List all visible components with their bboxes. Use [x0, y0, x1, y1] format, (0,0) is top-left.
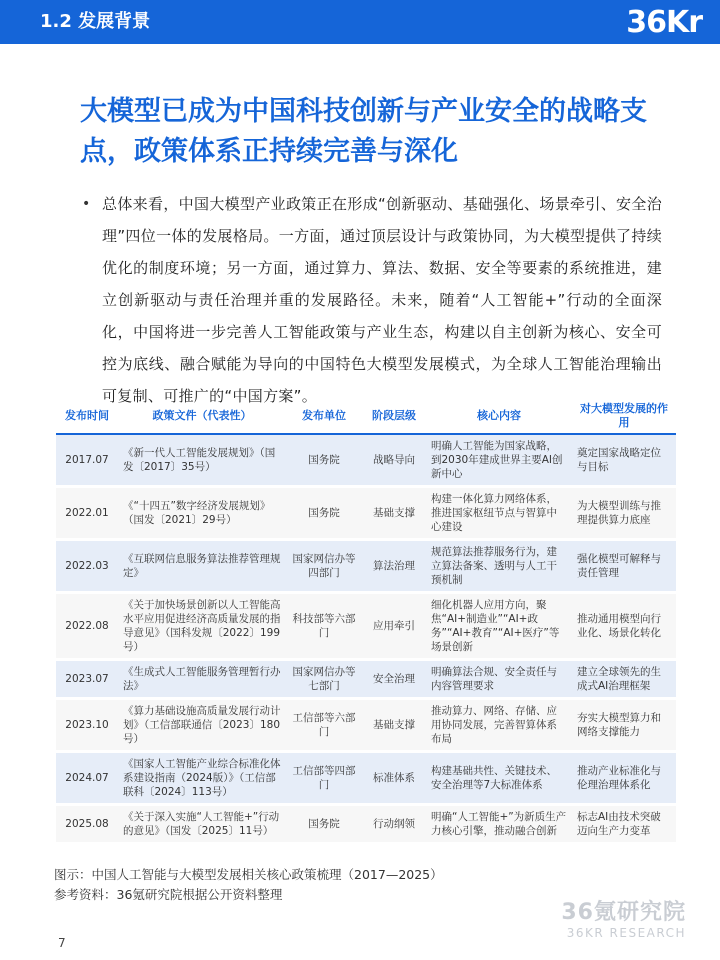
table-row [56, 434, 676, 487]
cell-org: 国务院 [286, 487, 362, 540]
cell-role: 推动产业标准化与伦理治理体系化 [572, 752, 676, 805]
body-paragraph: 总体来看，中国大模型产业政策正在形成“创新驱动、基础强化、场景牵引、安全治理”四位一体的发展格局。一方面，通过顶层设计与政策协同，为大模型提供了持续优化的制度环境；另一方面，通过算力、算法、数据、安全等要素的系统推进，建立创新驱动与责任治理并重的发展路径。未来，随着“人工智能+”行动的全面深化，中国将进一步完善人工智能政策与产业生态，构建以自主创新为核心、安全可控为底线、融合赋能为导向的中国特色大模型发展模式，为全球人工智能治理输出可复制、可推广的“中国方案”。 [102, 195, 662, 405]
cell-level: 基础支撑 [362, 699, 426, 752]
page-title: 大模型已成为中国科技创新与产业安全的战略支点，政策体系正持续完善与深化 [80, 96, 647, 167]
table-row [56, 660, 676, 699]
table-row [56, 805, 676, 844]
table-row [56, 540, 676, 593]
header-bar [0, 0, 720, 44]
table-header-row [56, 398, 676, 434]
header-core: 核心内容 [426, 398, 572, 434]
cell-doc: 《新一代人工智能发展规划》（国发〔2017〕35号） [118, 434, 286, 487]
cell-role: 夯实大模型算力和网络支撑能力 [572, 699, 676, 752]
cell-org: 国家网信办等七部门 [286, 660, 362, 699]
cell-doc: 《互联网信息服务算法推荐管理规定》 [118, 540, 286, 593]
cell-org: 国家网信办等四部门 [286, 540, 362, 593]
table-row [56, 487, 676, 540]
header-role: 对大模型发展的作用 [572, 398, 676, 434]
section-label: 1.2 发展背景 [40, 11, 151, 32]
cell-level: 行动纲领 [362, 805, 426, 844]
watermark-en: 36KR RESEARCH [566, 926, 686, 940]
cell-level: 战略导向 [362, 434, 426, 487]
watermark [561, 900, 686, 940]
header-doc: 政策文件（代表性） [118, 398, 286, 434]
cell-date: 2024.07 [56, 752, 118, 805]
cell-level: 安全治理 [362, 660, 426, 699]
cell-date: 2023.10 [56, 699, 118, 752]
cell-org: 工信部等六部门 [286, 699, 362, 752]
bullet-dot: • [82, 196, 91, 212]
cell-org: 科技部等六部门 [286, 593, 362, 660]
cell-core: 构建基础共性、关键技术、安全治理等7大标准体系 [426, 752, 572, 805]
header-level: 阶段层级 [362, 398, 426, 434]
page-number: 7 [58, 936, 66, 950]
watermark-cn: 36氪研究院 [561, 900, 686, 925]
header-org: 发布单位 [286, 398, 362, 434]
cell-role: 强化模型可解释与责任管理 [572, 540, 676, 593]
table-row [56, 752, 676, 805]
cell-org: 国务院 [286, 805, 362, 844]
cell-core: 规范算法推荐服务行为，建立算法备案、透明与人工干预机制 [426, 540, 572, 593]
cell-org: 国务院 [286, 434, 362, 487]
cell-core: 明确人工智能为国家战略，到2030年建成世界主要AI创新中心 [426, 434, 572, 487]
cell-core: 明确“人工智能+”为新质生产力核心引擎，推动融合创新 [426, 805, 572, 844]
figure-caption: 图示：中国人工智能与大模型发展相关核心政策梳理（2017—2025） [54, 867, 443, 882]
table-row [56, 699, 676, 752]
cell-core: 推动算力、网络、存储、应用协同发展，完善智算体系布局 [426, 699, 572, 752]
policy-table [56, 398, 676, 845]
cell-core: 细化机器人应用方向，聚焦“AI+制造业”“AI+政务”“AI+教育”“AI+医疗”等场景创新 [426, 593, 572, 660]
cell-role: 奠定国家战略定位与目标 [572, 434, 676, 487]
cell-doc: 《国家人工智能产业综合标准化体系建设指南（2024版）》（工信部联科〔2024〕113号） [118, 752, 286, 805]
cell-level: 基础支撑 [362, 487, 426, 540]
cell-level: 应用牵引 [362, 593, 426, 660]
source-note: 参考资料：36氪研究院根据公开资料整理 [54, 887, 283, 902]
cell-date: 2022.03 [56, 540, 118, 593]
cell-doc: 《生成式人工智能服务管理暂行办法》 [118, 660, 286, 699]
cell-role: 为大模型训练与推理提供算力底座 [572, 487, 676, 540]
cell-date: 2022.08 [56, 593, 118, 660]
cell-core: 构建一体化算力网络体系，推进国家枢纽节点与智算中心建设 [426, 487, 572, 540]
table-row [56, 593, 676, 660]
cell-role: 推动通用模型向行业化、场景化转化 [572, 593, 676, 660]
cell-doc: 《关于深入实施“人工智能+”行动的意见》（国发〔2025〕11号） [118, 805, 286, 844]
header-date: 发布时间 [56, 398, 118, 434]
cell-date: 2017.07 [56, 434, 118, 487]
brand-logo: 36Kr [626, 5, 702, 40]
cell-doc: 《关于加快场景创新以人工智能高水平应用促进经济高质量发展的指导意见》（国科发规〔2022〕199号） [118, 593, 286, 660]
cell-level: 标准体系 [362, 752, 426, 805]
cell-role: 建立全球领先的生成式AI治理框架 [572, 660, 676, 699]
cell-level: 算法治理 [362, 540, 426, 593]
cell-role: 标志AI由技术突破迈向生产力变革 [572, 805, 676, 844]
cell-date: 2025.08 [56, 805, 118, 844]
cell-doc: 《算力基础设施高质量发展行动计划》（工信部联通信〔2023〕180号） [118, 699, 286, 752]
cell-org: 工信部等四部门 [286, 752, 362, 805]
cell-date: 2023.07 [56, 660, 118, 699]
cell-core: 明确算法合规、安全责任与内容管理要求 [426, 660, 572, 699]
cell-date: 2022.01 [56, 487, 118, 540]
cell-doc: 《“十四五”数字经济发展规划》（国发〔2021〕29号） [118, 487, 286, 540]
